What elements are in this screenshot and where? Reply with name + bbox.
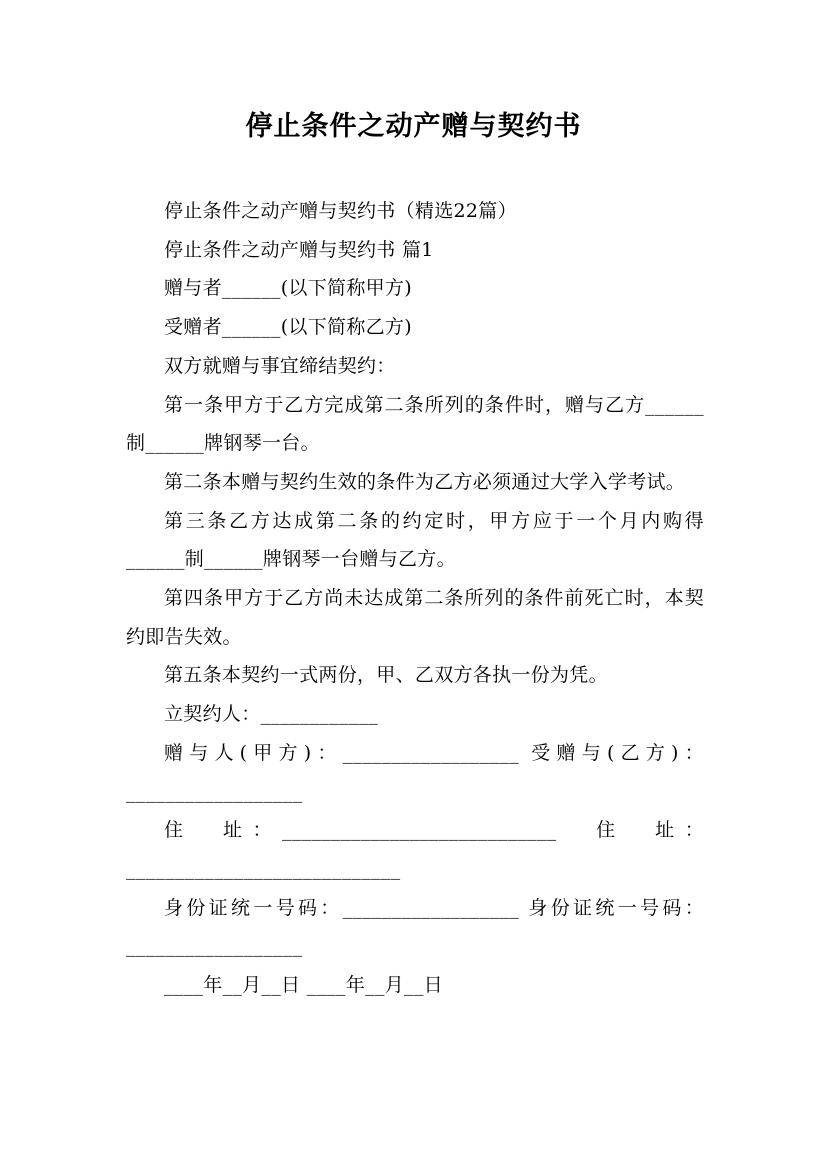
document-body — [126, 192, 704, 1005]
paragraph-intro: 双方就赠与事宜缔结契约： — [164, 354, 396, 377]
paragraph-id-numbers: 身份证统一号码：__________________ 身份证统一号码：__________________ — [126, 896, 704, 958]
paragraph-signatories: 立契约人：____________ — [164, 703, 379, 726]
paragraph-donor: 赠与者______(以下简称甲方) — [164, 277, 412, 300]
paragraph-article-5: 第五条本契约一式两份，甲、乙双方各执一份为凭。 — [164, 664, 608, 687]
paragraph-subtitle: 停止条件之动产赠与契约书（精选22篇） — [164, 200, 517, 222]
paragraph-donee: 受赠者______(以下简称乙方) — [164, 316, 412, 339]
paragraph-addresses: 住 址：____________________________ 住 址：____________________________ — [126, 819, 704, 880]
paragraph-article-1: 第一条甲方于乙方完成第二条所列的条件时，赠与乙方______制______牌钢琴一台。 — [126, 393, 704, 455]
paragraph-article-4: 第四条甲方于乙方尚未达成第二条所列的条件前死亡时，本契约即告失效。 — [126, 587, 704, 648]
document-title: 停止条件之动产赠与契约书 — [245, 111, 582, 142]
paragraph-article-3: 第三条乙方达成第二条的约定时，甲方应于一个月内购得______制______牌钢琴一台赠与乙方。 — [126, 509, 704, 571]
paragraph-dates: ____年__月__日 ____年__月__日 — [164, 974, 443, 997]
paragraph-section-heading: 停止条件之动产赠与契约书 篇1 — [164, 238, 434, 261]
paragraph-donor-donee-signature: 赠与人(甲方)：__________________ 受赠与(乙方)：__________________ — [126, 741, 704, 803]
paragraph-article-2: 第二条本赠与契约生效的条件为乙方必须通过大学入学考试。 — [164, 470, 686, 493]
